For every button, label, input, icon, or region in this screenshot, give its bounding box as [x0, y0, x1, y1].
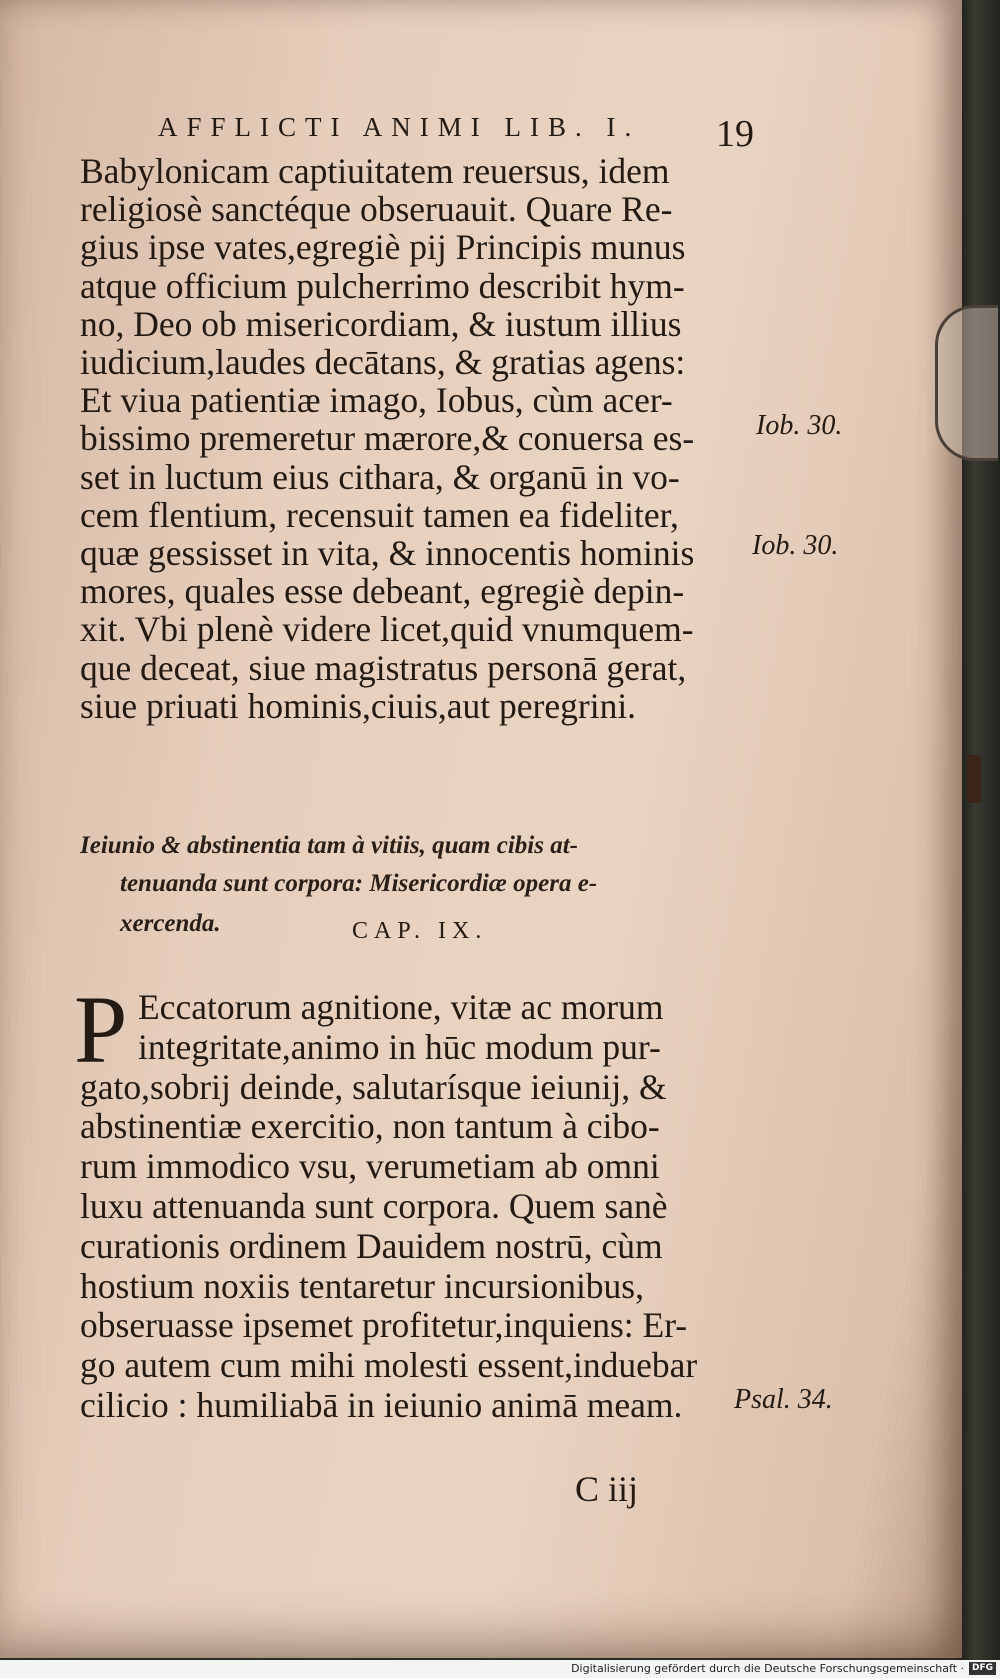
book-binding — [958, 0, 1000, 1660]
chapter-caption-line: Ieiunio & abstinentia tam à vitiis, quam cibis at- — [80, 832, 578, 859]
chapter-label: CAP. IX. — [352, 918, 488, 944]
text-line: no, Deo ob misericordiam, & iustum illius — [80, 303, 682, 344]
text-line: religiosè sanctéque obseruauit. Quare Re- — [80, 189, 673, 230]
chapter-caption-line: tenuanda sunt corpora: Misericordiæ opera e- — [120, 870, 598, 897]
text-line: que deceat, siue magistratus personā gerat, — [80, 647, 687, 688]
paragraph-2 — [80, 988, 697, 1426]
text-line: atque officium pulcherrimo describit hym- — [80, 265, 685, 306]
text-line: set in luctum eius cithara, & organū in vo- — [80, 456, 680, 497]
text-line: siue priuati hominis,ciuis,aut peregrini. — [80, 685, 637, 726]
drop-capital: P — [74, 976, 128, 1083]
footer-credit: Digitalisierung gefördert durch die Deutsche Forschungsgemeinschaft · — [571, 1662, 964, 1675]
text-line: gius ipse vates,egregiè pij Principis munus — [80, 227, 686, 268]
signature-mark: C iij — [575, 1469, 639, 1509]
text-line: gato,sobrij deinde, salutarísque ieiunij, & — [80, 1066, 667, 1107]
text-line: curationis ordinem Dauidem nostrū, cùm — [80, 1225, 663, 1266]
text-line: integritate,animo in hūc modum pur- — [138, 1026, 661, 1067]
text-line: Et viua patientiæ imago, Iobus, cùm acer- — [80, 380, 673, 421]
text-line: Eccatorum agnitione, vitæ ac morum — [138, 987, 664, 1027]
text-line: rum immodico vsu, verumetiam ab omni — [80, 1146, 660, 1187]
text-line: iudicium,laudes decātans, & gratias agens: — [80, 342, 686, 383]
text-line: cilicio : humiliabā in ieiunio animā meam. — [80, 1384, 683, 1425]
digitization-footer — [0, 1660, 1000, 1678]
text-line: abstinentiæ exercitio, non tantum à cibo- — [80, 1106, 660, 1147]
text-line: luxu attenuanda sunt corpora. Quem sanè — [80, 1185, 668, 1226]
text-line: Babylonicam captiuitatem reuersus, idem — [80, 151, 670, 191]
dfg-logo: DFG — [969, 1662, 996, 1675]
text-line: xit. Vbi plenè videre licet,quid vnumquem- — [80, 609, 694, 650]
text-line: obseruasse ipsemet profitetur,inquiens: Er- — [80, 1305, 688, 1346]
paragraph-1 — [80, 152, 694, 725]
text-line: hostium noxiis tentaretur incursionibus, — [80, 1265, 644, 1306]
text-line: go autem cum mihi molesti essent,induebar — [80, 1345, 698, 1386]
chapter-caption-line: xercenda. — [120, 910, 221, 937]
margin-note: Iob. 30. — [756, 410, 843, 441]
running-title: AFFLICTI ANIMI LIB. I. — [158, 112, 641, 142]
text-line: mores, quales esse debeant, egregiè depin- — [80, 571, 685, 612]
margin-note: Psal. 34. — [734, 1384, 833, 1415]
page-clip — [935, 305, 998, 461]
page-number: 19 — [716, 113, 754, 155]
text-line: cem flentium, recensuit tamen ea fideliter, — [80, 494, 679, 535]
margin-note: Iob. 30. — [752, 530, 839, 561]
text-line: quæ gessisset in vita, & innocentis hominis — [80, 533, 695, 574]
text-line: bissimo premeretur mærore,& conuersa es- — [80, 418, 695, 459]
binding-clasp — [967, 755, 981, 803]
